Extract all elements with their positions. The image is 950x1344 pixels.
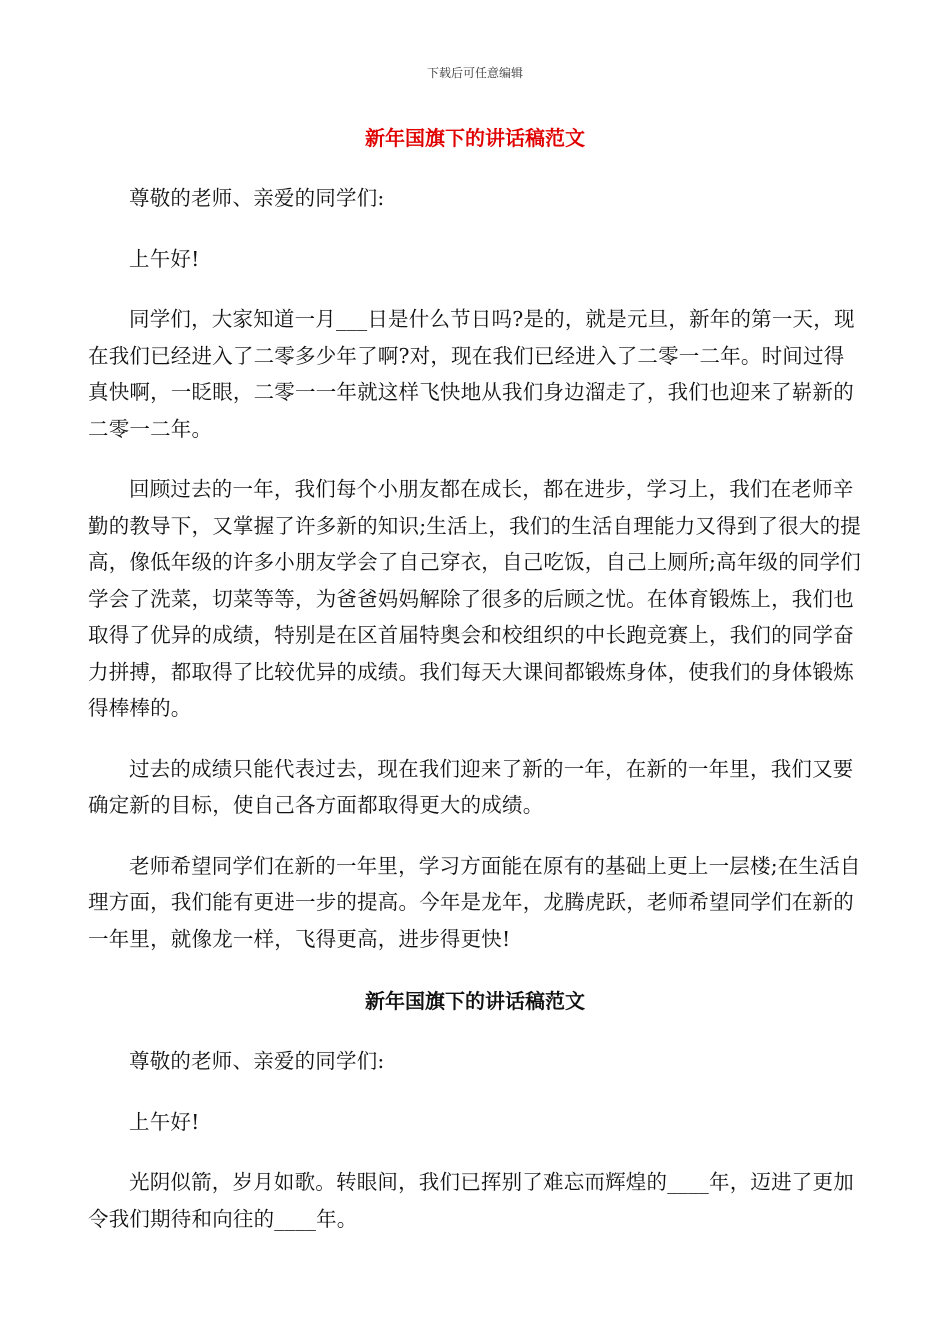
paragraph-body: 光阴似箭，岁月如歌。转眼间，我们已挥别了难忘而辉煌的____年，迈进了更加令我们期待和向往的____年。 (88, 1170, 854, 1231)
paragraph-greeting: 尊敬的老师、亲爱的同学们: (129, 1049, 385, 1073)
header-note: 下载后可任意编辑 (426, 66, 523, 80)
section-title-1: 新年国旗下的讲话稿范文 (365, 126, 585, 150)
section-title-2: 新年国旗下的讲话稿范文 (365, 989, 585, 1013)
paragraph-hello: 上午好! (129, 1109, 200, 1134)
document-body (88, 118, 862, 1237)
paragraph-body: 老师希望同学们在新的一年里，学习方面能在原有的基础上更上一层楼;在生活自理方面，我们能有更进一步的提高。今年是龙年，龙腾虎跃，老师希望同学们在新的一年里，就像龙一样，飞得更高，进步得更快! (88, 853, 861, 951)
paragraph-body: 同学们，大家知道一月___日是什么节日吗?是的，就是元旦，新年的第一天，现在我们已经进入了二零多少年了啊?对，现在我们已经进入了二零一二年。时间过得真快啊，一眨眼，二零一一年就这样飞快地从我们身边溜走了，我们也迎来了崭新的二零一二年。 (88, 307, 855, 441)
paragraph-hello: 上午好! (129, 246, 200, 271)
paragraph-greeting: 尊敬的老师、亲爱的同学们: (129, 186, 385, 210)
paragraph-body: 回顾过去的一年，我们每个小朋友都在成长，都在进步，学习上，我们在老师辛勤的教导下，又掌握了许多新的知识;生活上，我们的生活自理能力又得到了很大的提高，像低年级的许多小朋友学会了自己穿衣，自己吃饭，自己上厕所;高年级的同学们学会了洗菜，切菜等等，为爸爸妈妈解除了很多的后顾之忧。在体育锻炼上，我们也取得了优异的成绩，特别是在区首届特奥会和校组织的中长跑竞赛上，我们的同学奋力拼搏，都取得了比较优异的成绩。我们每天大课间都锻炼身体，使我们的身体锻炼得棒棒的。 (88, 477, 862, 720)
paragraph-body: 过去的成绩只能代表过去，现在我们迎来了新的一年，在新的一年里，我们又要确定新的目标，使自己各方面都取得更大的成绩。 (88, 756, 854, 817)
